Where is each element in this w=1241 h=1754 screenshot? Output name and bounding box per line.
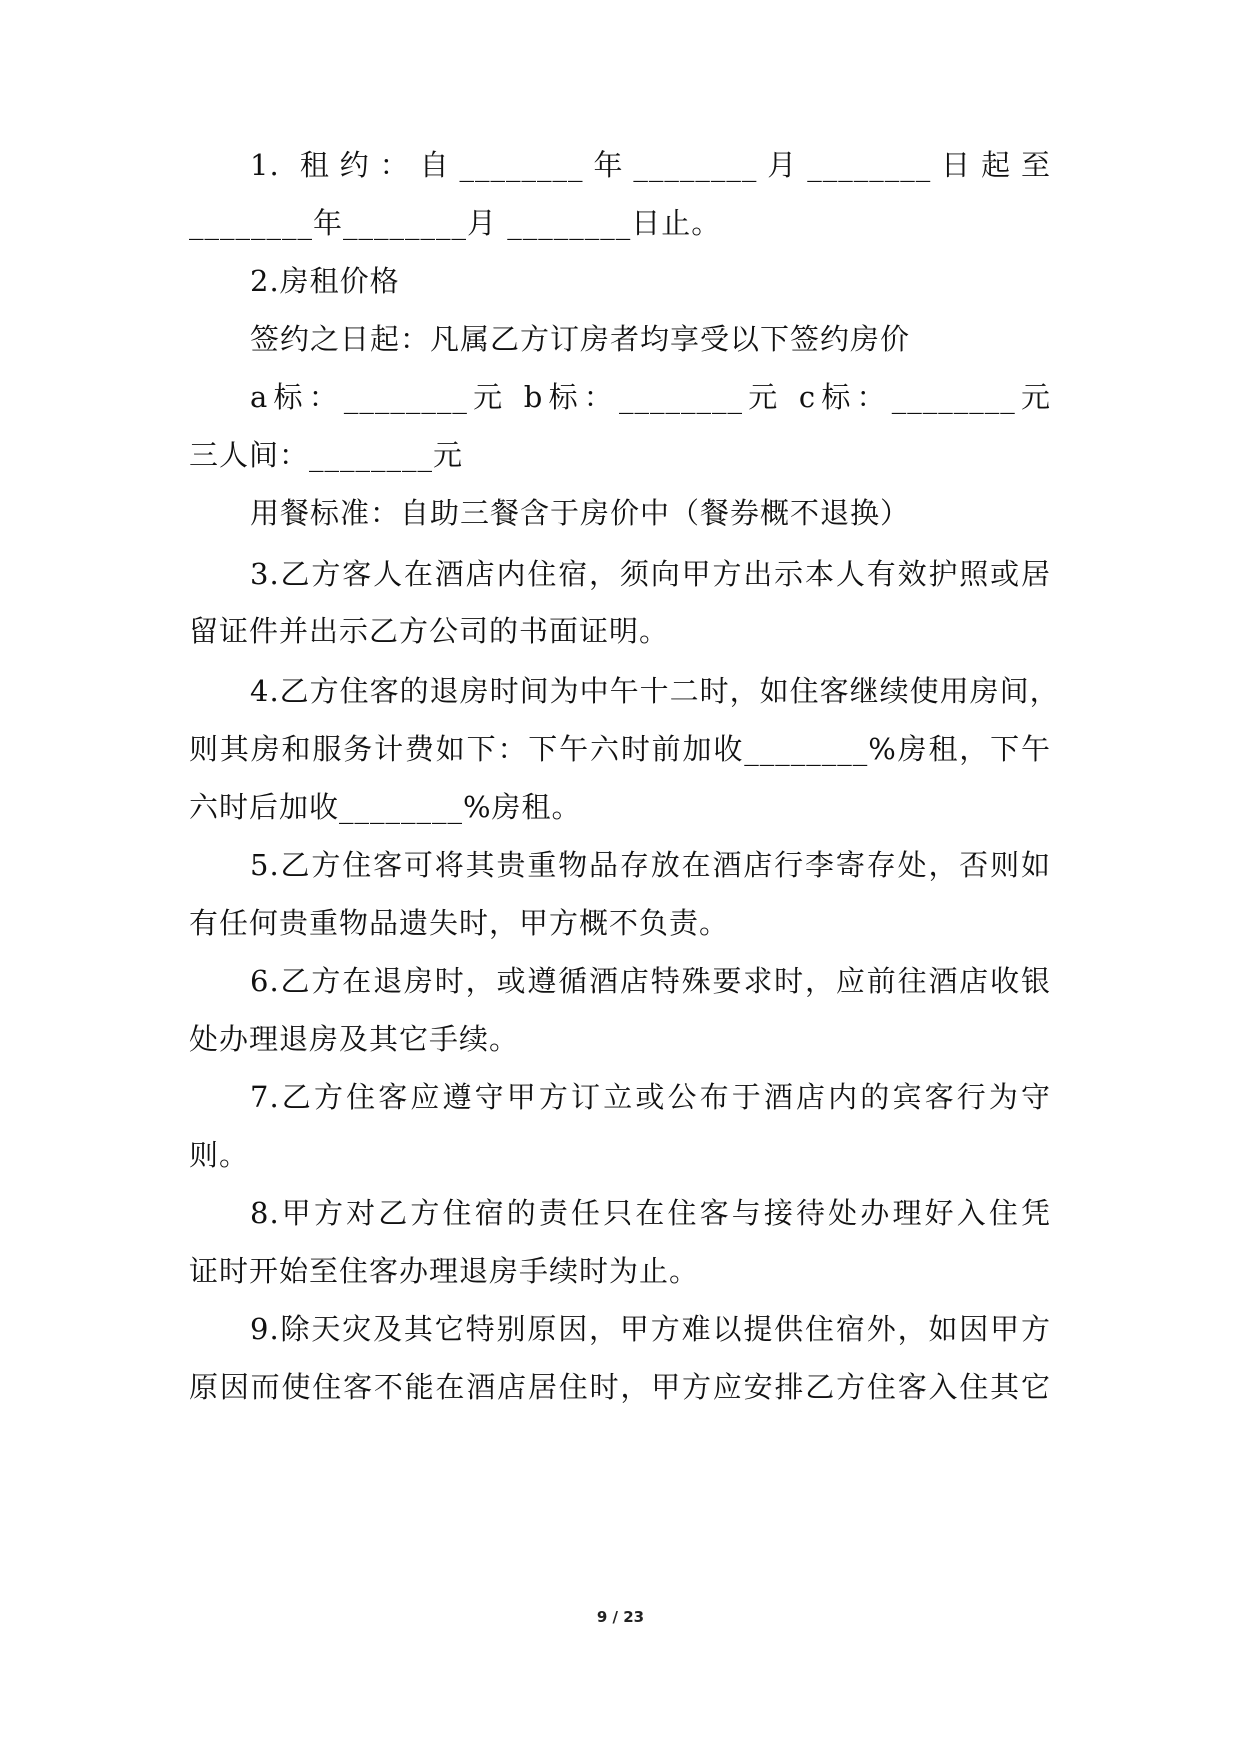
clause-6-line-2: 处办理退房及其它手续。 xyxy=(189,1022,520,1056)
clause-2-triple-room: 三人间：________元 xyxy=(189,438,464,472)
clause-7-line-1: 7.乙方住客应遵守甲方订立或公布于酒店内的宾客行为守 xyxy=(250,1080,1051,1114)
clause-1-line-2: ________年________月 ________日止。 xyxy=(189,206,722,240)
clause-4-line-3: 六时后加收________%房租。 xyxy=(189,790,582,824)
clause-9-line-1: 9.除天灾及其它特别原因，甲方难以提供住宿外，如因甲方 xyxy=(250,1312,1051,1346)
clause-3-line-2: 留证件并出示乙方公司的书面证明。 xyxy=(189,614,670,648)
clause-2-meal-standard: 用餐标准：自助三餐含于房价中（餐券概不退换） xyxy=(250,496,911,530)
clause-2-intro: 签约之日起：凡属乙方订房者均享受以下签约房价 xyxy=(250,322,911,356)
clause-4-line-1: 4.乙方住客的退房时间为中午十二时，如住客继续使用房间， xyxy=(250,674,1060,708)
clause-8-line-1: 8.甲方对乙方住宿的责任只在住客与接待处办理好入住凭 xyxy=(250,1196,1051,1230)
clause-5-line-2: 有任何贵重物品遗失时，甲方概不负责。 xyxy=(189,906,730,940)
clause-9-line-2: 原因而使住客不能在酒店居住时，甲方应安排乙方住客入住其它 xyxy=(189,1370,1051,1404)
clause-6-line-1: 6.乙方在退房时，或遵循酒店特殊要求时，应前往酒店收银 xyxy=(250,964,1051,998)
clause-8-line-2: 证时开始至住客办理退房手续时为止。 xyxy=(189,1254,700,1288)
clause-3-line-1: 3.乙方客人在酒店内住宿，须向甲方出示本人有效护照或居 xyxy=(250,557,1051,591)
clause-5-line-1: 5.乙方住客可将其贵重物品存放在酒店行李寄存处，否则如 xyxy=(250,848,1051,882)
clause-2-room-rates: a标：________元 b标：________元 c标：________元 xyxy=(250,380,1051,414)
page-number: 9 / 23 xyxy=(596,1608,645,1626)
clause-1-line-1: 1. 租约：自________年________月________日起至 xyxy=(250,148,1051,182)
clause-2-heading: 2.房租价格 xyxy=(250,264,400,298)
clause-7-line-2: 则。 xyxy=(189,1138,250,1172)
clause-4-line-2: 则其房和服务计费如下：下午六时前加收________%房租，下午 xyxy=(189,732,1051,766)
